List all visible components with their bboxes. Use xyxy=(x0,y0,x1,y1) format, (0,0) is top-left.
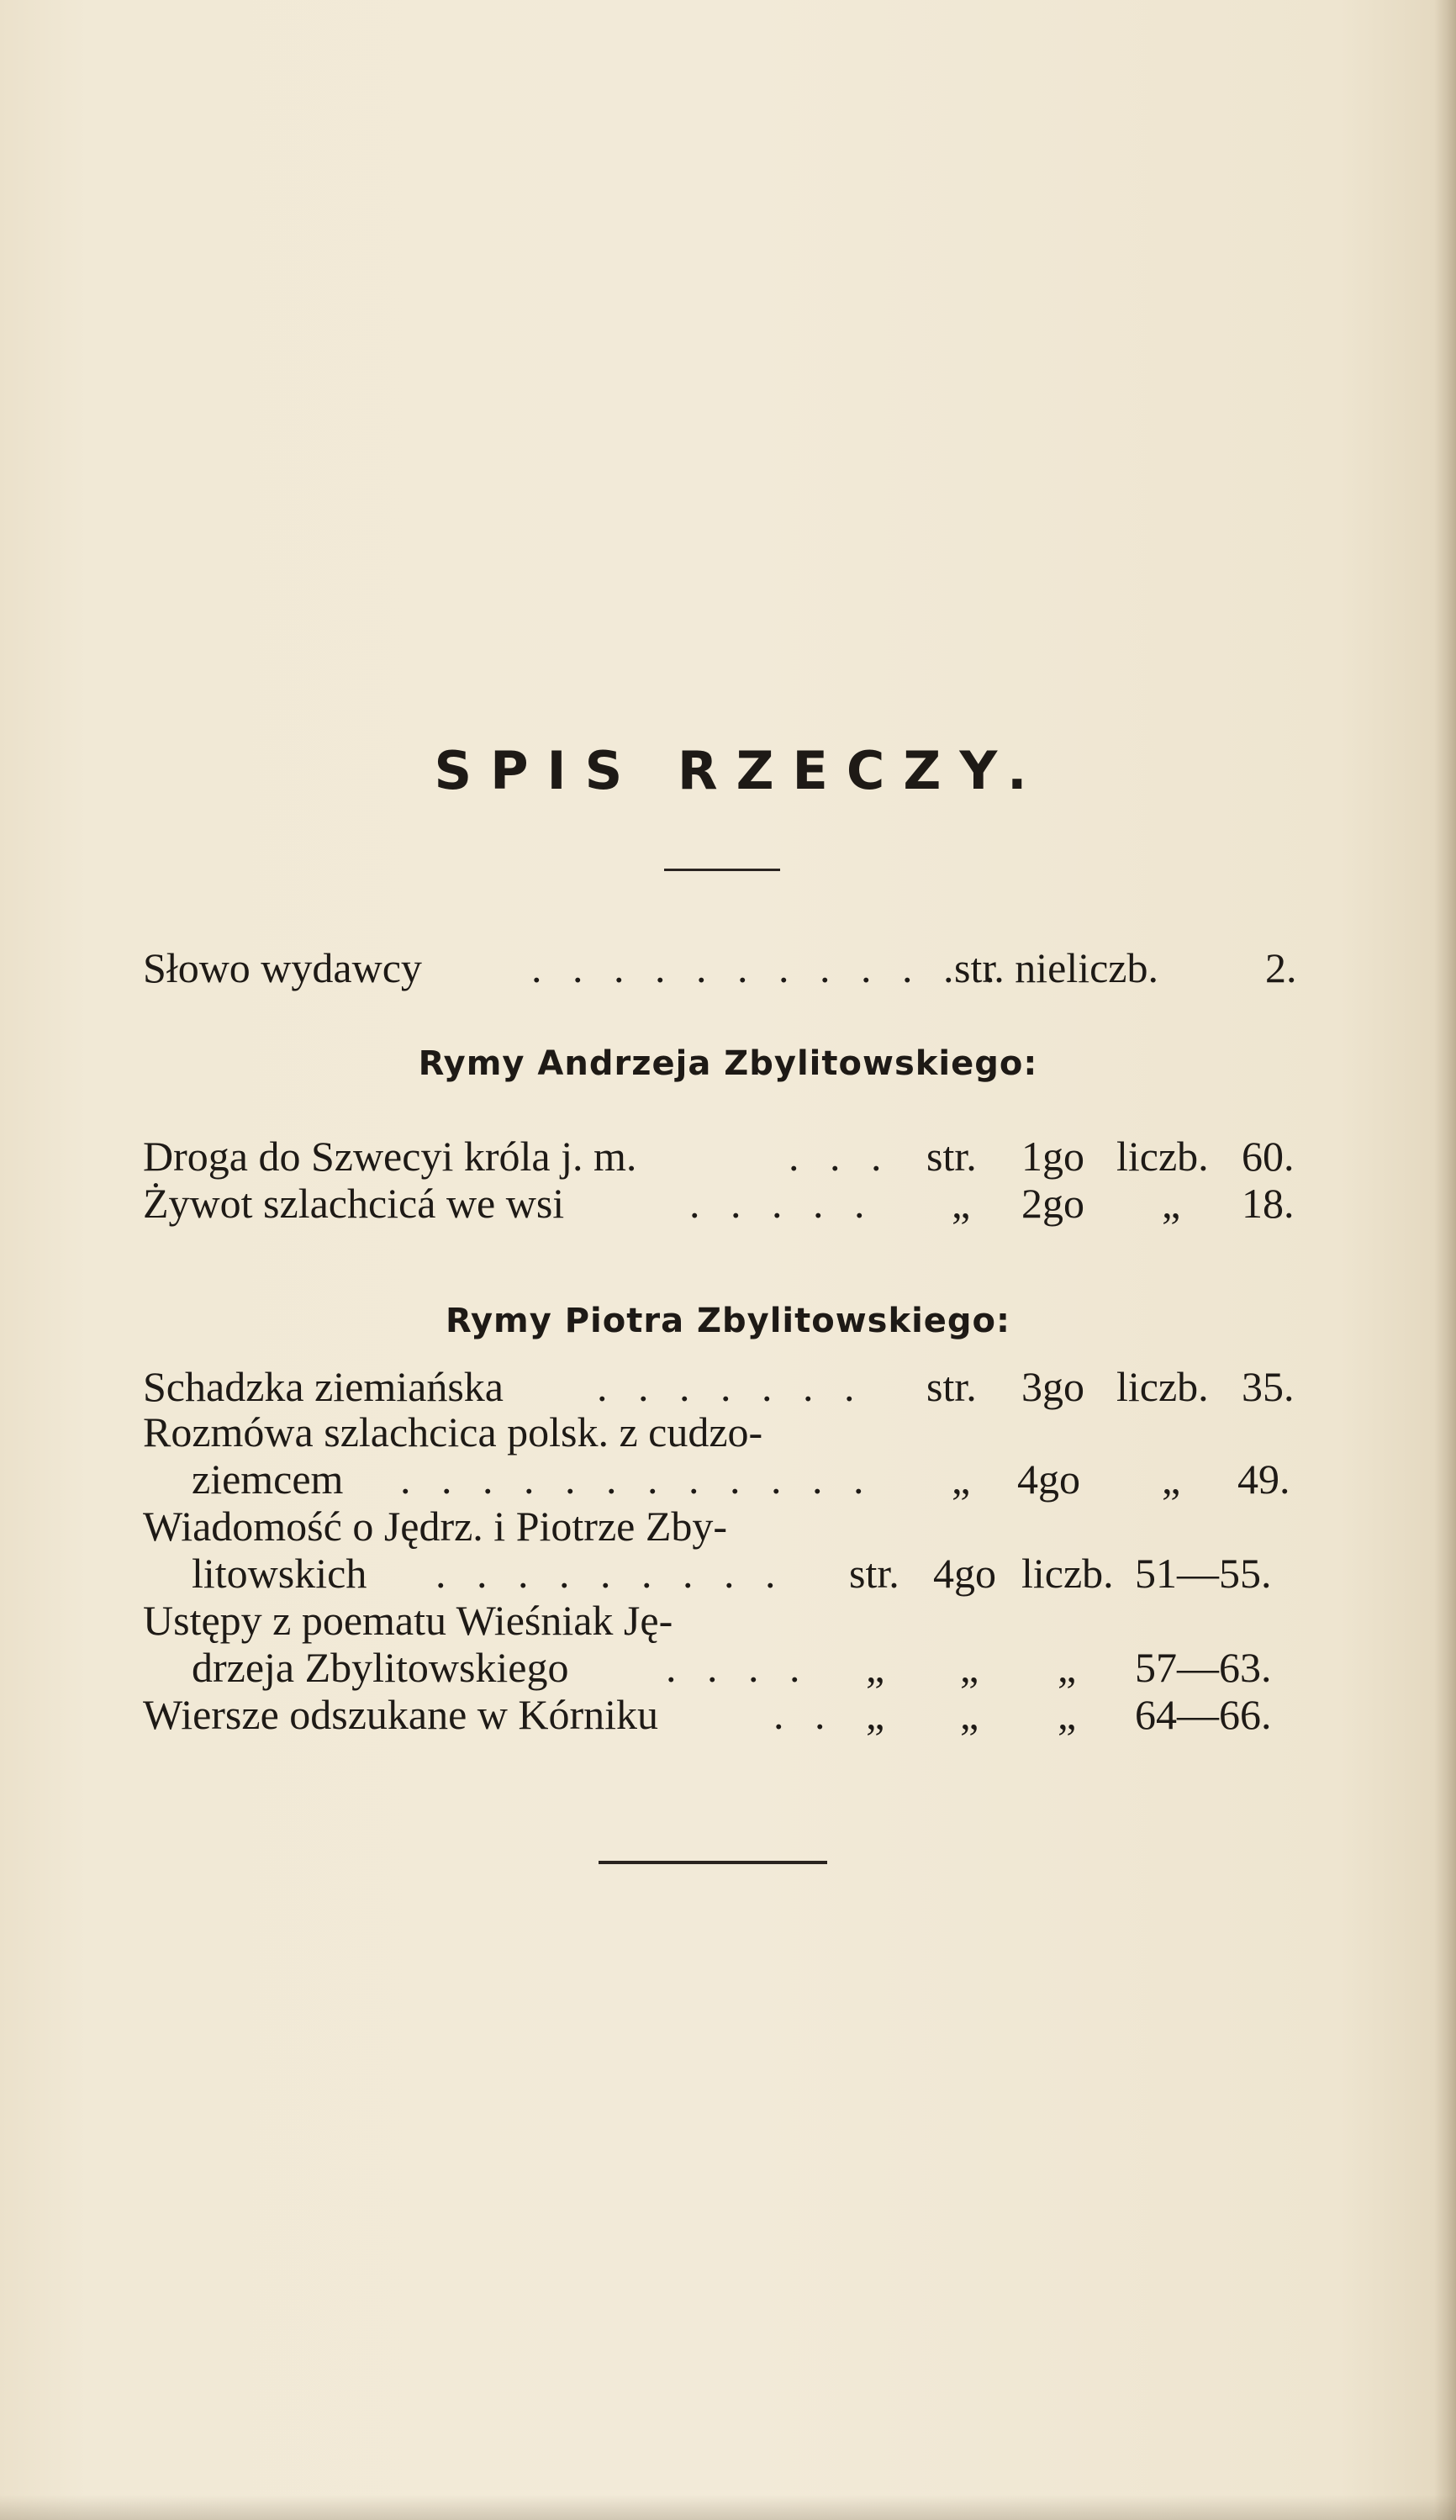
entry-ditto: „ xyxy=(1162,1455,1181,1503)
entry-page: 35. xyxy=(1242,1363,1295,1410)
entry-page: 57—63. xyxy=(1135,1644,1272,1691)
entry-label: Droga do Szwecyi króla j. m. xyxy=(143,1133,637,1180)
entry-label-line2: litowskich xyxy=(192,1550,367,1597)
entry-liczb: liczb. xyxy=(1116,1133,1209,1180)
entry-label: Schadzka ziemiańska xyxy=(143,1363,504,1410)
entry-ditto: „ xyxy=(866,1691,885,1738)
page-edge-shadow xyxy=(1434,0,1456,2520)
entry-str: str. xyxy=(926,1363,977,1410)
entry-liczba: 2go xyxy=(1021,1180,1084,1227)
entry-label: Słowo wydawcy xyxy=(143,944,422,991)
page-bottom-shadow xyxy=(0,2495,1456,2520)
entry-label-line1: Wiadomość o Jędrz. i Piotrze Zby- xyxy=(143,1503,728,1550)
entry-dots: . . . . xyxy=(666,1644,810,1691)
entry-dots: . . xyxy=(773,1691,836,1738)
entry-page: 18. xyxy=(1242,1180,1295,1227)
entry-ditto: „ xyxy=(952,1455,971,1503)
entry-ditto: „ xyxy=(1162,1180,1181,1227)
entry-label: Żywot szlachcicá we wsi xyxy=(143,1180,565,1227)
entry-dots: . . . . . . . . . . . . xyxy=(531,944,1005,991)
entry-page: 49. xyxy=(1237,1455,1290,1503)
entry-dots: . . . . . xyxy=(689,1180,875,1227)
entry-liczb: liczb. xyxy=(1021,1550,1114,1597)
entry-ditto: „ xyxy=(1058,1691,1077,1738)
page-title: SPIS RZECZY. xyxy=(434,740,1046,801)
entry-str: str. xyxy=(849,1550,899,1597)
entry-liczba: 4go xyxy=(933,1550,996,1597)
section-heading-piotr: Rymy Piotra Zbylitowskiego: xyxy=(445,1302,1011,1340)
entry-ditto: „ xyxy=(1058,1644,1077,1691)
entry-page: 2. xyxy=(1265,944,1297,991)
title-divider xyxy=(664,869,780,871)
entry-ditto: „ xyxy=(866,1644,885,1691)
entry-dots: . . . xyxy=(789,1133,892,1180)
entry-label-line2: ziemcem xyxy=(192,1455,344,1503)
entry-liczba: 3go xyxy=(1021,1363,1084,1410)
entry-page: 60. xyxy=(1242,1133,1295,1180)
entry-dots: . . . . . . . . . xyxy=(435,1550,786,1597)
entry-page: 51—55. xyxy=(1135,1550,1272,1597)
entry-dots: . . . . . . . xyxy=(597,1363,865,1410)
closing-divider xyxy=(599,1861,827,1864)
entry-label-line1: Ustępy z poematu Wieśniak Ję- xyxy=(143,1597,673,1644)
entry-label-line2: drzeja Zbylitowskiego xyxy=(192,1644,569,1691)
entry-liczba: 1go xyxy=(1021,1133,1084,1180)
entry-ref: str. nieliczb. xyxy=(954,944,1158,991)
entry-dots: . . . . . . . . . . . . xyxy=(400,1455,874,1503)
entry-liczba: 4go xyxy=(1017,1455,1080,1503)
entry-liczb: liczb. xyxy=(1116,1363,1209,1410)
entry-label: Wiersze odszukane w Kórniku xyxy=(143,1691,659,1738)
entry-ditto: „ xyxy=(960,1644,979,1691)
entry-ditto: „ xyxy=(960,1691,979,1738)
entry-page: 64—66. xyxy=(1135,1691,1272,1738)
entry-str: str. xyxy=(926,1133,977,1180)
entry-label-line1: Rozmówa szlachcica polsk. z cudzo- xyxy=(143,1408,763,1455)
section-heading-andrzej: Rymy Andrzeja Zbylitowskiego: xyxy=(418,1044,1038,1083)
entry-ditto: „ xyxy=(952,1180,971,1227)
